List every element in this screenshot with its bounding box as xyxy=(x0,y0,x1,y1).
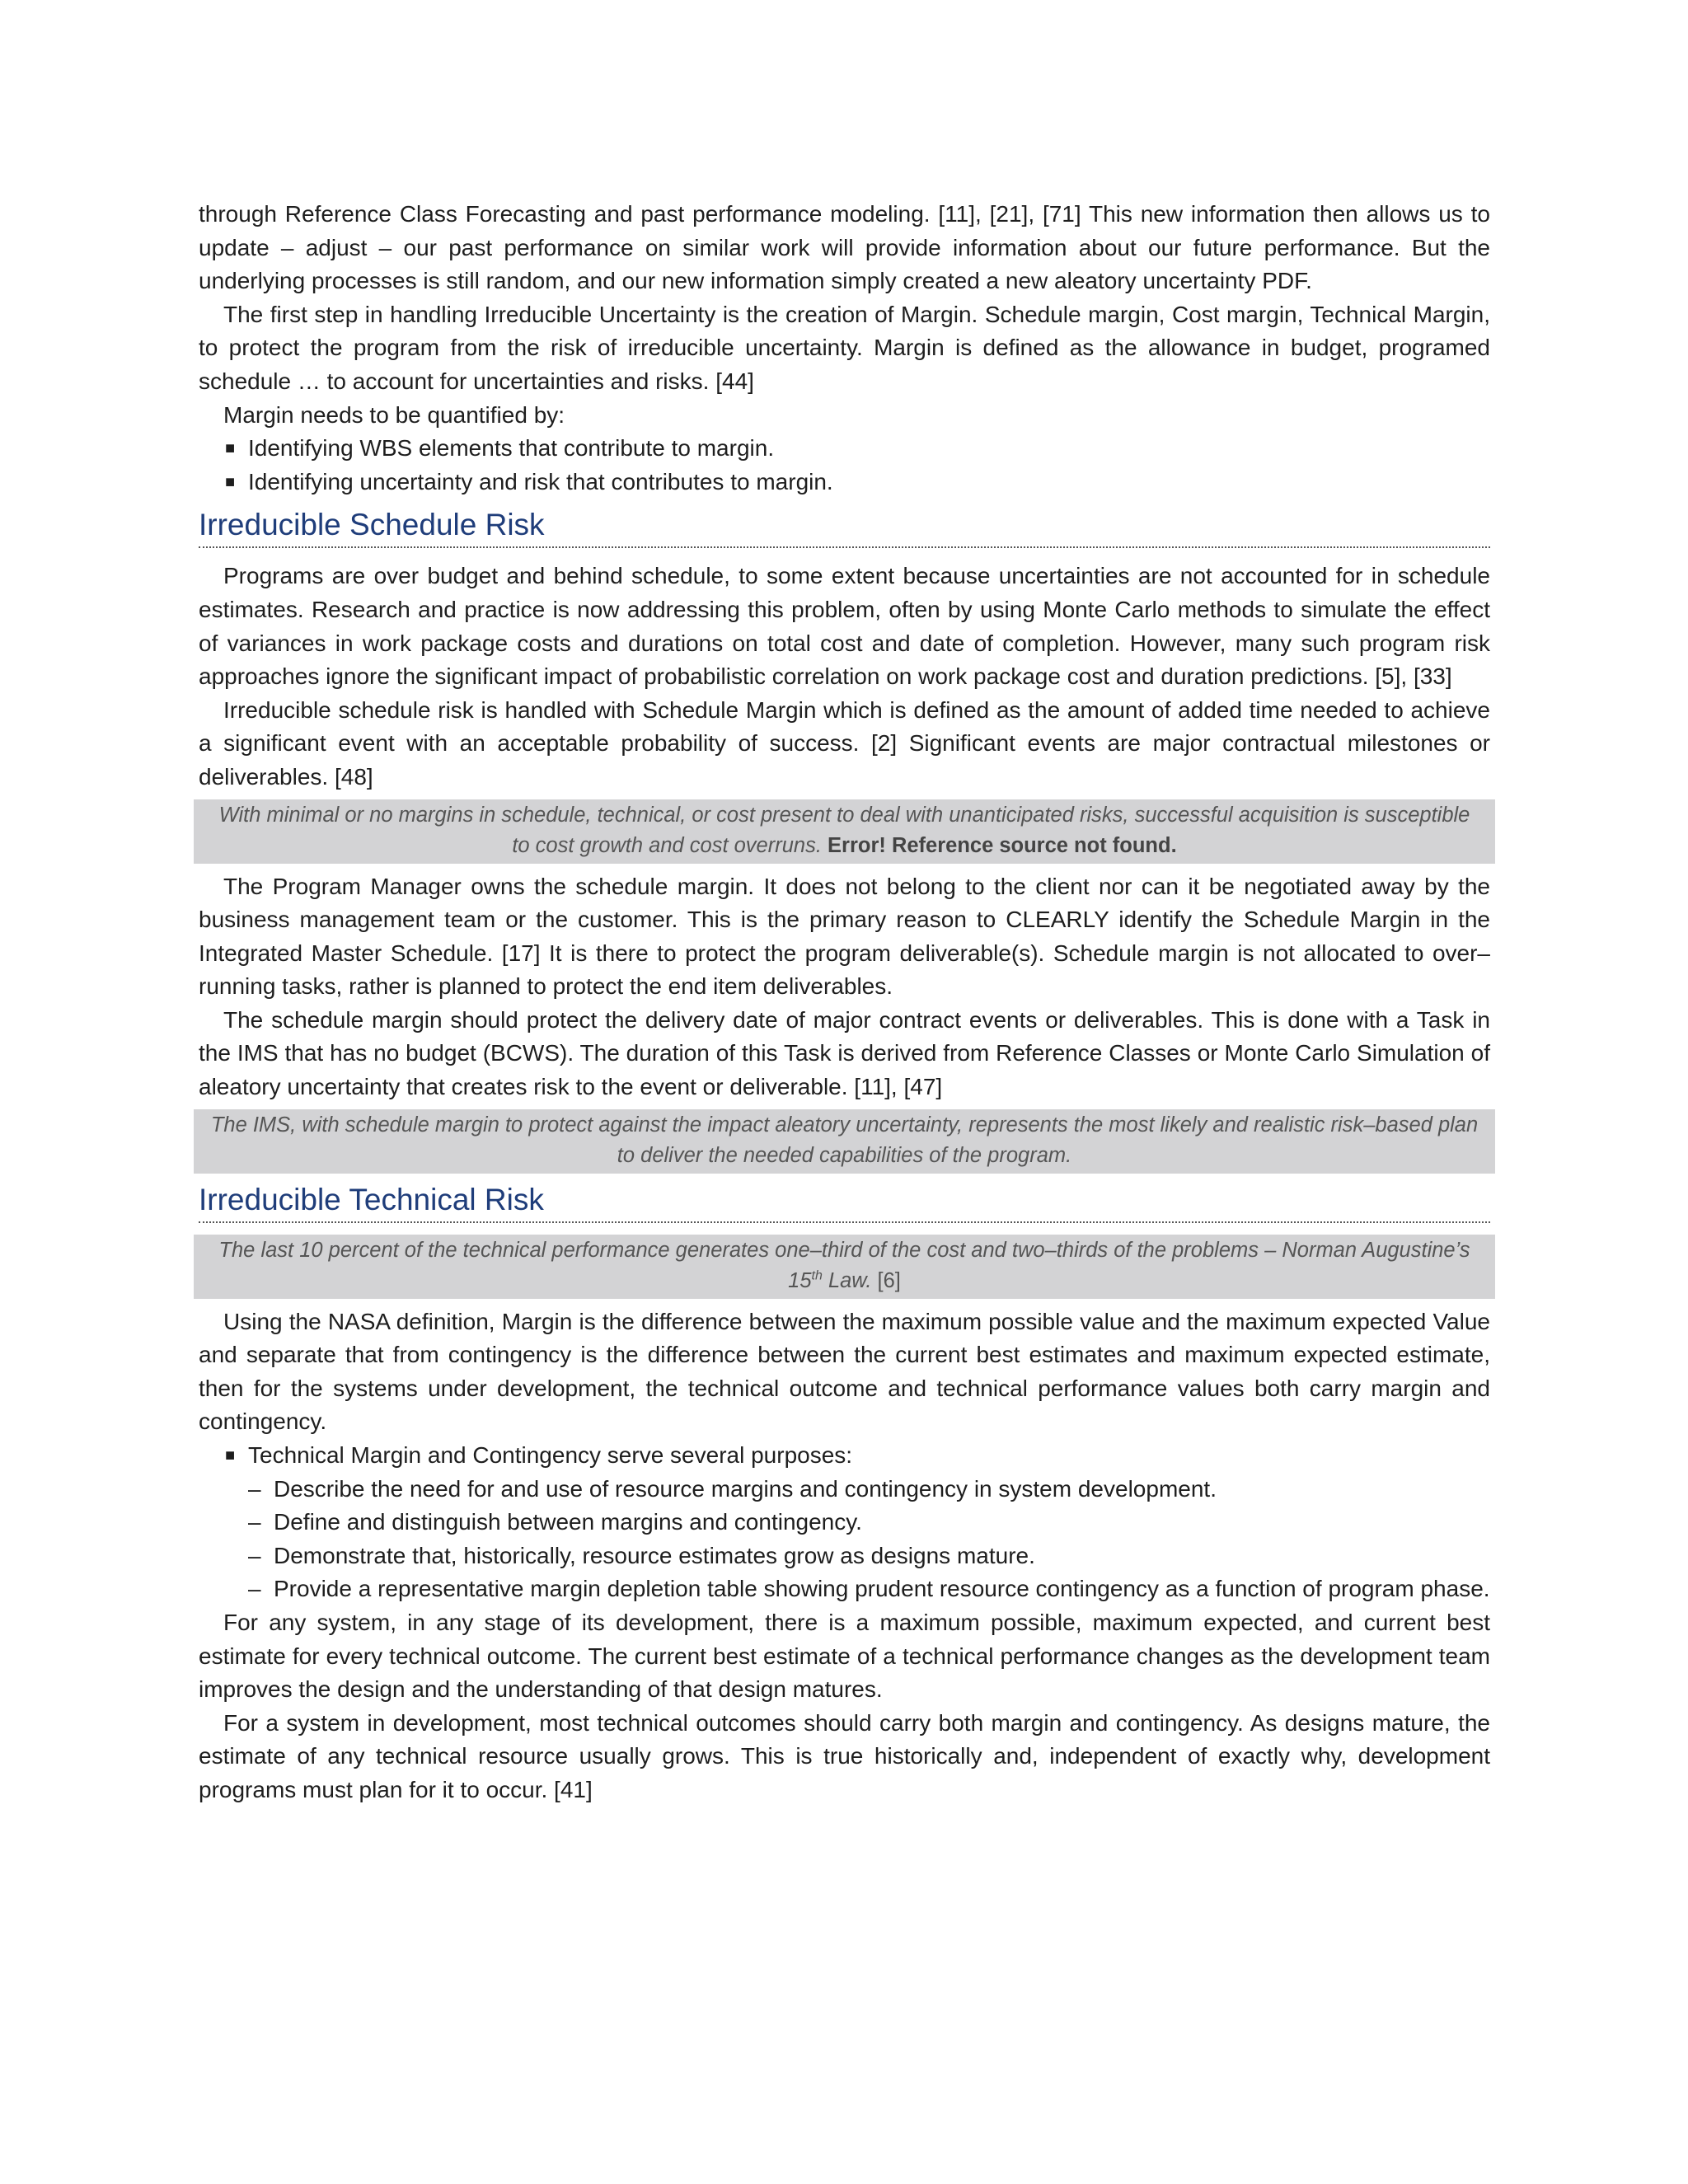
dash-icon: – xyxy=(248,1475,261,1502)
bullet-square-icon: ■ xyxy=(225,472,236,491)
pull-quote-ims xyxy=(194,1109,1495,1174)
sub-list-item xyxy=(199,1473,1490,1507)
schedule-paragraph-2: Irreducible schedule risk is handled with Schedule Margin which is defined as the amount of added time needed to achieve a significant event with an acceptable probability of success. [2] Significant events are major contractual milestones or deliverables. [48] xyxy=(199,696,1490,790)
section-heading-schedule-risk: Irreducible Schedule Risk xyxy=(199,507,1490,548)
citation-ref: [6] xyxy=(871,1268,901,1292)
sub-list-text: Define and distinguish between margins and contingency. xyxy=(274,1509,862,1535)
document-page xyxy=(199,198,1490,1807)
sub-list-text: Provide a representative margin depletion table showing prudent resource contingency as a function of program phase. xyxy=(274,1576,1490,1602)
technical-paragraph-1: Using the NASA definition, Margin is the difference between the maximum possible value and the maximum expected Value and separate that from contingency is the difference between the current best estimates and maximum expected estimate, then for the systems under development, the technical outcome and technical performance values both carry margin and contingency. xyxy=(199,1308,1490,1435)
pull-quote-text: The IMS, with schedule margin to protect against the impact aleatory uncertainty, represents the most likely and realistic risk–based plan to deliver the needed capabilities of the program. xyxy=(210,1113,1479,1167)
section-heading-technical-risk: Irreducible Technical Risk xyxy=(199,1182,1490,1223)
pull-quote-augustine xyxy=(194,1235,1495,1299)
schedule-paragraph-4: The schedule margin should protect the delivery date of major contract events or deliverables. This is done with a Task in the IMS that has no budget (BCWS). The duration of this Task is derived from Reference Classes or Monte Carlo Simulation of aleatory uncertainty that creates risk to the event or deliverable. [11], [47] xyxy=(199,1006,1490,1100)
bullet-text: Technical Margin and Contingency serve several purposes: xyxy=(248,1442,853,1469)
sub-list-text: Demonstrate that, historically, resource estimates grow as designs mature. xyxy=(274,1542,1035,1568)
dash-icon: – xyxy=(248,1576,261,1602)
technical-paragraph-2: For any system, in any stage of its development, there is a maximum possible, maximum expected, and current best estimate for every technical outcome. The current best estimate of a technical performance changes as the development team improves the design and the understanding of that design matures. xyxy=(199,1610,1490,1703)
intro-paragraph-2: The first step in handling Irreducible Uncertainty is the creation of Margin. Schedule margin, Cost margin, Technical Margin, to protect the program from the risk of irreducible uncertainty. Margin is defined as the allowance in budget, programed schedule … to account for uncertainties and risks. [44] xyxy=(199,301,1490,394)
pull-quote-text-end: Law. xyxy=(822,1268,872,1292)
bullet-text: Identifying uncertainty and risk that contributes to margin. xyxy=(248,468,833,494)
technical-paragraph-3: For a system in development, most technical outcomes should carry both margin and contingency. As designs mature, the estimate of any technical resource usually grows. This is true historically and, independent of exactly why, development programs must plan for it to occur. [41] xyxy=(199,1709,1490,1802)
sub-list-item xyxy=(199,1572,1490,1606)
sub-list-item xyxy=(199,1540,1490,1573)
intro-paragraph-1: through Reference Class Forecasting and past performance modeling. [11], [21], [71] This new information then allows us to update – adjust – our past performance on similar work will provide information about our future performance. But the underlying processes is still random, and our new information simply created a new aleatory uncertainty PDF. xyxy=(199,201,1490,294)
pull-quote-text: With minimal or no margins in schedule, technical, or cost present to deal with unanticipated risks, successful acquisition is susceptible to cost growth and cost overruns. xyxy=(218,803,1470,857)
pull-quote-margins xyxy=(194,799,1495,864)
dash-icon: – xyxy=(248,1542,261,1568)
bullet-item xyxy=(199,1439,1490,1473)
reference-error-text: Error! Reference source not found. xyxy=(828,833,1177,857)
bullet-text: Identifying WBS elements that contribute to margin. xyxy=(248,435,775,462)
dash-icon: – xyxy=(248,1509,261,1535)
sub-list-text: Describe the need for and use of resource margins and contingency in system development. xyxy=(274,1475,1217,1502)
intro-paragraph-3: Margin needs to be quantified by: xyxy=(223,401,565,428)
bullet-square-icon: ■ xyxy=(225,439,236,458)
schedule-paragraph-1: Programs are over budget and behind schedule, to some extent because uncertainties are not accounted for in schedule estimates. Research and practice is now addressing this problem, often by using Monte Carlo methods to simulate the effect of variances in work package costs and durations on total cost and date of completion. However, many such program risk approaches ignore the significant impact of probabilistic correlation on work package cost and duration predictions. [5], [33] xyxy=(199,563,1490,690)
sub-list-item xyxy=(199,1506,1490,1540)
superscript-th: th xyxy=(811,1268,823,1283)
pull-quote-text: The last 10 percent of the technical performance generates one–third of the cost and two–thirds of the problems – Norman Augustine’s 15 xyxy=(218,1238,1470,1292)
schedule-paragraph-3: The Program Manager owns the schedule margin. It does not belong to the client nor can it be negotiated away by the business management team or the customer. This is the primary reason to CLEARLY identify the Schedule Margin in the Integrated Master Schedule. [17] It is there to protect the program deliverable(s). Schedule margin is not allocated to over–running tasks, rather is planned to protect the end item deliverables. xyxy=(199,873,1490,1000)
bullet-square-icon: ■ xyxy=(225,1446,236,1465)
bullet-item xyxy=(199,432,1490,466)
bullet-item xyxy=(199,466,1490,499)
